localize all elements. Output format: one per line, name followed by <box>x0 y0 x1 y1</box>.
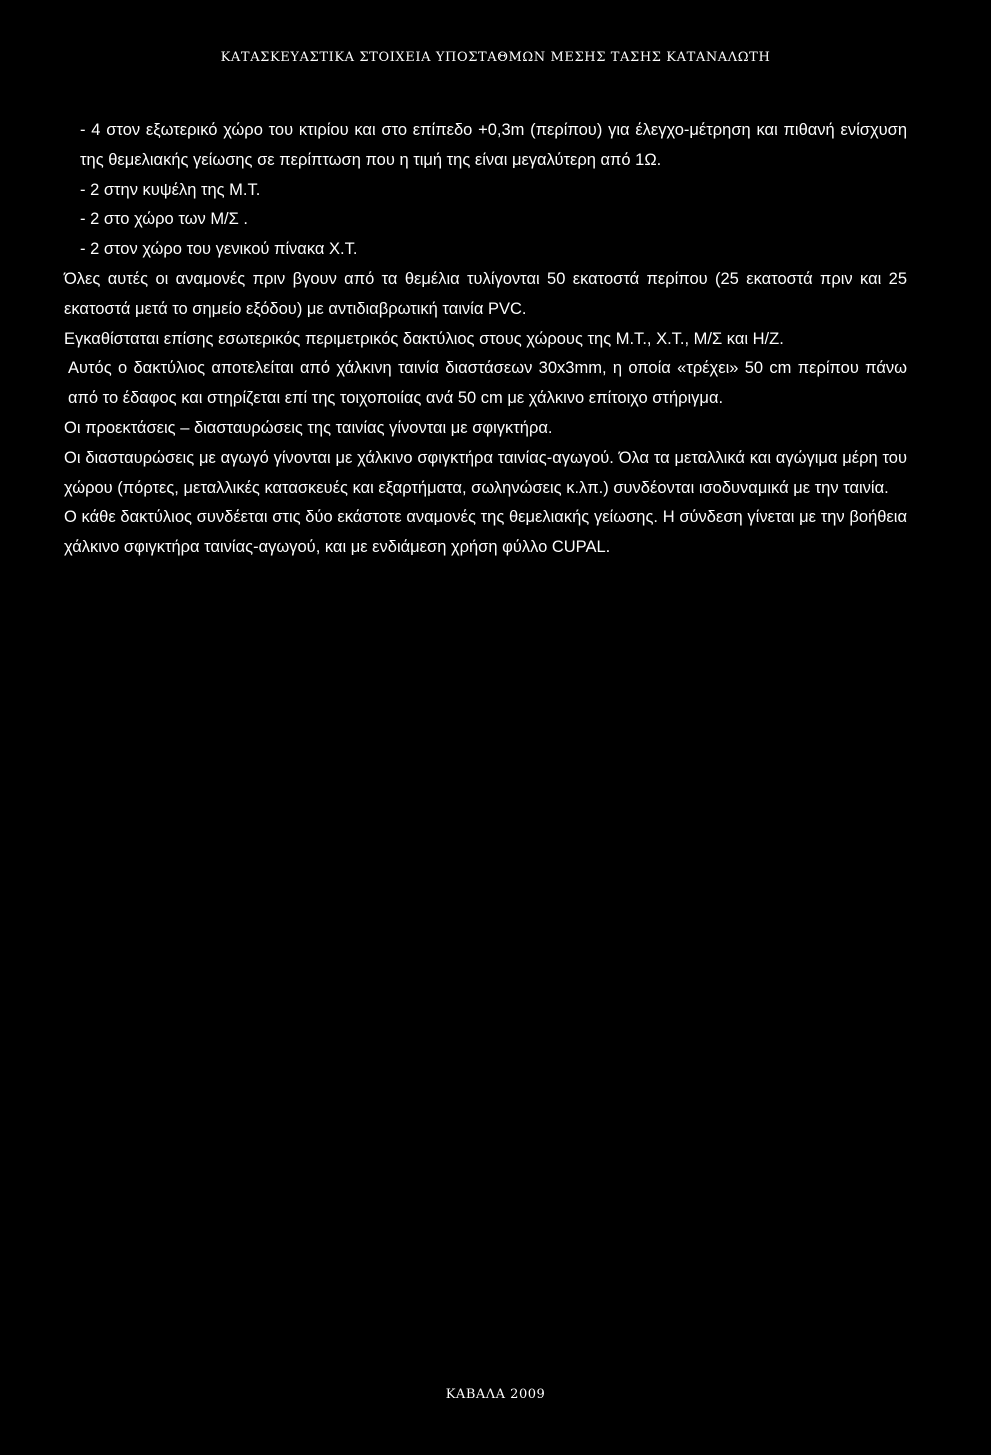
list-item-external-terminals: - 4 στον εξωτερικό χώρο του κτιρίου και στο επίπεδο +0,3m (περίπου) για έλεγχο-μέτρηση και πιθανή ενίσχυση της θεμελιακής γείωσης σε περίπτωση που η τιμή της είναι μεγαλύτερη από 1Ω. <box>80 121 907 169</box>
paragraph-perimeter-ring: Εγκαθίσταται επίσης εσωτερικός περιμετρικός δακτύλιος στους χώρους της Μ.Τ., Χ.Τ., Μ/Σ και Η/Ζ. <box>64 329 784 348</box>
paragraph-copper-tape: Αυτός ο δακτύλιος αποτελείται από χάλκινη ταινία διαστάσεων 30x3mm, η οποία «τρέχει» 50 cm περίπου πάνω από το έδαφος και στηρίζεται επί της τοιχοποιίας ανά 50 cm με χάλκινο επίτοιχο στήριγμα. <box>68 359 907 408</box>
paragraph-ring-connection: Ο κάθε δακτύλιος συνδέεται στις δύο εκάστοτε αναμονές της θεμελιακής γείωσης. Η σύνδεση γίνεται με την βοήθεια χάλκινο σφιγκτήρα ταινίας-αγωγού, και με ενδιάμεση χρήση φύλλο CUPAL. <box>64 508 907 557</box>
list-item-lv-panel: - 2 στον χώρο του γενικού πίνακα Χ.Τ. <box>80 240 358 259</box>
page-header: ΚΑΤΑΣΚΕΥΑΣΤΙΚΑ ΣΤΟΙΧΕΙΑ ΥΠΟΣΤΑΘΜΩΝ ΜΕΣΗΣ ΤΑΣΗΣ ΚΑΤΑΝΑΛΩΤΗ <box>220 50 771 65</box>
page-footer: ΚΑΒΑΛΑ 2009 <box>445 1387 546 1402</box>
paragraph-extensions: Οι προεκτάσεις – διασταυρώσεις της ταινίας γίνονται με σφιγκτήρα. <box>64 418 553 437</box>
list-item-transformer-room: - 2 στο χώρο των Μ/Σ . <box>80 210 249 229</box>
list-item-mv-cell: - 2 στην κυψέλη της Μ.Τ. <box>80 180 261 199</box>
paragraph-pvc-wrapping: Όλες αυτές οι αναμονές πριν βγουν από τα θεμέλια τυλίγονται 50 εκατοστά περίπου (25 εκατοστά πριν και 25 εκατοστά μετά το σημείο εξόδου) με αντιδιαβρωτική ταινία PVC. <box>64 269 907 318</box>
document-body <box>64 116 907 563</box>
paragraph-crossings: Οι διασταυρώσεις με αγωγό γίνονται με χάλκινο σφιγκτήρα ταινίας-αγωγού. Όλα τα μεταλλικά και αγώγιμα μέρη του χώρου (πόρτες, μεταλλικές κατασκευές και εξαρτήματα, σωληνώσεις κ.λπ.) συνδέονται ισοδυναμικά με την ταινία. <box>64 448 907 497</box>
